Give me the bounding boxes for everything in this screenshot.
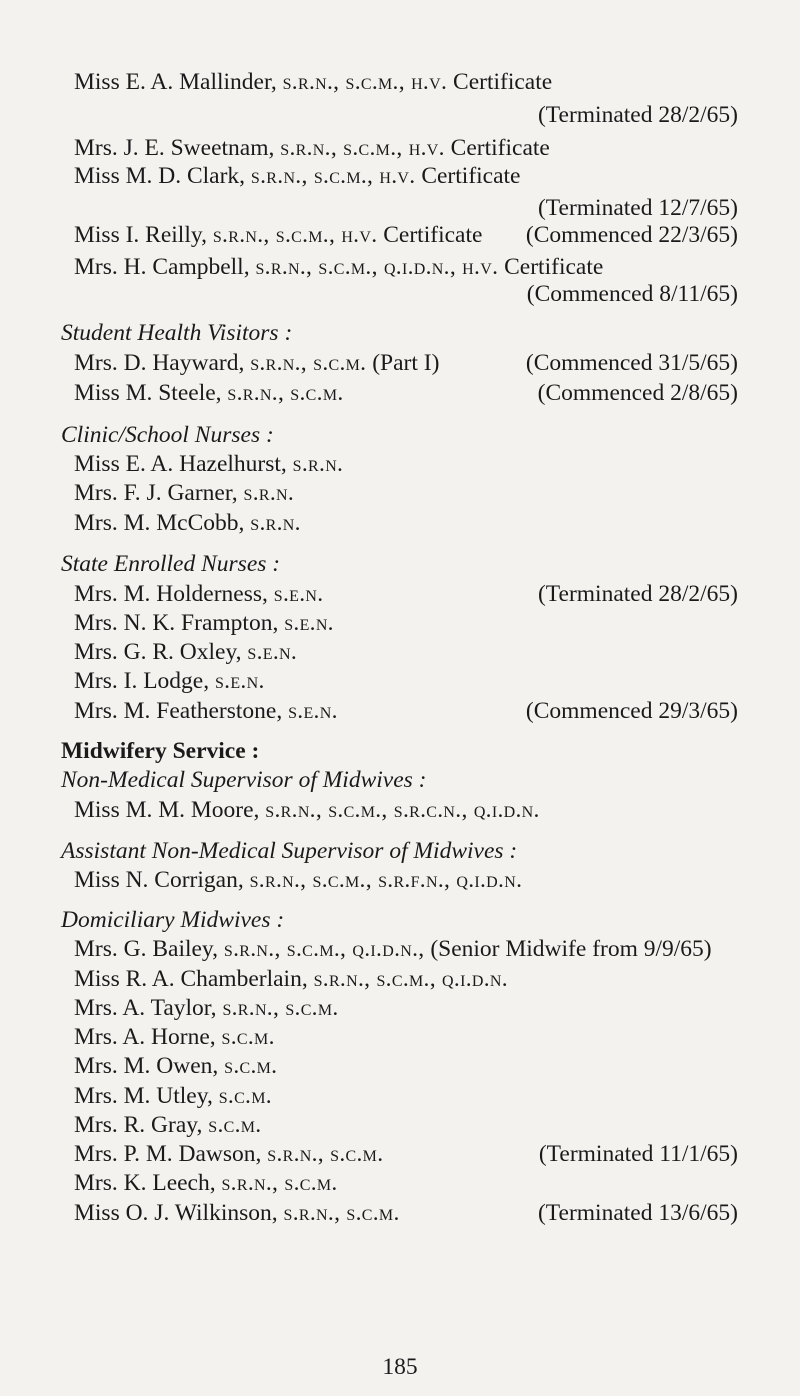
qualifications: s.c.m. xyxy=(221,1024,275,1050)
section-heading: Midwifery Service : xyxy=(61,738,260,764)
staff-name: Mrs. M. Featherstone, xyxy=(74,698,289,724)
qualifications: s.e.n. xyxy=(273,581,324,607)
section-heading: Clinic/School Nurses : xyxy=(61,422,274,448)
staff-entry xyxy=(74,697,738,725)
qualifications: s.r.n., s.c.m., q.i.d.n. xyxy=(313,966,508,992)
staff-name: Mrs. I. Lodge, xyxy=(74,668,215,694)
staff-entry xyxy=(74,349,738,377)
staff-entry xyxy=(74,479,738,507)
note: Certificate xyxy=(444,135,550,161)
staff-name: Mrs. H. Campbell, xyxy=(74,254,256,280)
staff-name: Mrs. M. Holderness, xyxy=(74,581,274,607)
section-heading: Domiciliary Midwives : xyxy=(61,907,285,933)
qualifications: s.r.n., s.c.m., q.i.d.n., h.v. xyxy=(255,254,499,280)
staff-entry xyxy=(74,221,738,249)
note: (Part I) xyxy=(366,350,440,376)
staff-entry xyxy=(74,994,738,1022)
note: Certificate xyxy=(498,254,604,280)
staff-entry xyxy=(74,1169,738,1197)
qualifications: s.r.n., s.c.m., h.v. xyxy=(282,69,448,95)
qualifications: s.e.n. xyxy=(284,610,334,636)
page-number: 185 xyxy=(382,1354,418,1380)
service-date: (Terminated 13/6/65) xyxy=(537,1200,738,1226)
staff-name: Mrs. N. K. Frampton, xyxy=(74,610,285,636)
staff-name: Mrs. R. Gray, xyxy=(74,1112,209,1138)
staff-name: Miss I. Reilly, xyxy=(74,222,213,248)
service-date: (Terminated 11/1/65) xyxy=(538,1141,738,1167)
service-date: (Commenced 8/11/65) xyxy=(526,281,738,307)
qualifications: s.e.n. xyxy=(214,668,265,694)
staff-name: Miss O. J. Wilkinson, xyxy=(74,1200,284,1226)
staff-entry xyxy=(74,667,738,695)
staff-name: Mrs. M. Utley, xyxy=(74,1083,219,1109)
staff-entry xyxy=(74,796,738,824)
qualifications: s.r.n., s.c.m. xyxy=(222,995,339,1021)
staff-entry xyxy=(74,134,738,162)
staff-entry xyxy=(74,935,738,963)
qualifications: s.r.n., s.c.m., s.r.f.n., q.i.d.n. xyxy=(249,867,523,893)
section-heading: State Enrolled Nurses : xyxy=(61,551,281,577)
qualifications: s.r.n. xyxy=(243,480,295,506)
staff-entry xyxy=(74,253,738,281)
staff-name: Miss E. A. Hazelhurst, xyxy=(74,451,293,477)
qualifications: s.c.m. xyxy=(224,1053,278,1079)
staff-name: Mrs. G. R. Oxley, xyxy=(74,639,248,665)
service-date: (Commenced 31/5/65) xyxy=(525,350,738,376)
staff-entry xyxy=(74,1023,738,1051)
qualifications: s.r.n., s.c.m., q.i.d.n., xyxy=(223,936,425,962)
staff-entry xyxy=(74,68,738,96)
qualifications: s.r.n. xyxy=(250,510,301,536)
staff-entry xyxy=(74,580,738,608)
qualifications: s.r.n., s.c.m., h.v. xyxy=(212,222,378,248)
staff-name: Miss R. A. Chamberlain, xyxy=(74,966,314,992)
qualifications: s.e.n. xyxy=(247,639,298,665)
staff-name: Mrs. M. Owen, xyxy=(74,1053,225,1079)
staff-name: Miss M. M. Moore, xyxy=(74,797,266,823)
staff-name: Miss N. Corrigan, xyxy=(74,867,250,893)
staff-entry xyxy=(74,609,738,637)
staff-entry xyxy=(74,450,738,478)
staff-entry xyxy=(74,379,738,407)
staff-name: Miss E. A. Mallinder, xyxy=(74,69,283,95)
staff-entry xyxy=(74,1052,738,1080)
qualifications: s.c.m. xyxy=(208,1112,262,1138)
staff-name: Mrs. M. McCobb, xyxy=(74,510,251,536)
staff-name: Mrs. P. M. Dawson, xyxy=(74,1141,268,1167)
qualifications: s.c.m. xyxy=(218,1083,272,1109)
staff-entry xyxy=(74,1140,738,1168)
note: Certificate xyxy=(415,163,521,189)
service-date: (Terminated 28/2/65) xyxy=(537,102,738,128)
service-date: (Commenced 2/8/65) xyxy=(537,380,738,406)
staff-entry xyxy=(74,1082,738,1110)
staff-entry xyxy=(74,965,738,993)
staff-entry xyxy=(74,509,738,537)
qualifications: s.r.n., s.c.m., s.r.c.n., q.i.d.n. xyxy=(265,797,540,823)
staff-name: Mrs. K. Leech, xyxy=(74,1170,222,1196)
staff-name: Miss M. Steele, xyxy=(74,380,228,406)
service-date: (Terminated 12/7/65) xyxy=(537,195,738,221)
staff-entry xyxy=(74,638,738,666)
staff-name: Mrs. J. E. Sweetnam, xyxy=(74,135,281,161)
staff-name: Mrs. A. Horne, xyxy=(74,1024,222,1050)
service-date: (Commenced 29/3/65) xyxy=(525,698,738,724)
section-heading: Student Health Visitors : xyxy=(61,320,293,346)
note: Certificate xyxy=(447,69,553,95)
qualifications: s.r.n., s.c.m., h.v. xyxy=(280,135,445,161)
staff-entry xyxy=(74,1111,738,1139)
qualifications: s.r.n., s.c.m. xyxy=(250,350,367,376)
section-heading: Non-Medical Supervisor of Midwives : xyxy=(61,767,427,793)
staff-name: Miss M. D. Clark, xyxy=(74,163,251,189)
note: Certificate xyxy=(377,222,483,248)
staff-entry xyxy=(74,866,738,894)
service-date: (Terminated 28/2/65) xyxy=(537,581,738,607)
qualifications: s.r.n., s.c.m. xyxy=(267,1141,384,1167)
staff-name: Mrs. D. Hayward, xyxy=(74,350,251,376)
qualifications: s.r.n., s.c.m., h.v. xyxy=(250,163,416,189)
staff-name: Mrs. G. Bailey, xyxy=(74,936,224,962)
staff-name: Mrs. A. Taylor, xyxy=(74,995,223,1021)
note: (Senior Midwife from 9/9/65) xyxy=(424,936,712,962)
qualifications: s.r.n., s.c.m. xyxy=(227,380,344,406)
qualifications: s.e.n. xyxy=(288,698,338,724)
service-date: (Commenced 22/3/65) xyxy=(525,222,738,248)
staff-entry xyxy=(74,162,738,190)
qualifications: s.r.n., s.c.m. xyxy=(283,1200,400,1226)
section-heading: Assistant Non-Medical Supervisor of Midwives : xyxy=(61,838,518,864)
qualifications: s.r.n. xyxy=(292,451,344,477)
staff-name: Mrs. F. J. Garner, xyxy=(74,480,244,506)
qualifications: s.r.n., s.c.m. xyxy=(221,1170,338,1196)
staff-entry xyxy=(74,1199,738,1227)
